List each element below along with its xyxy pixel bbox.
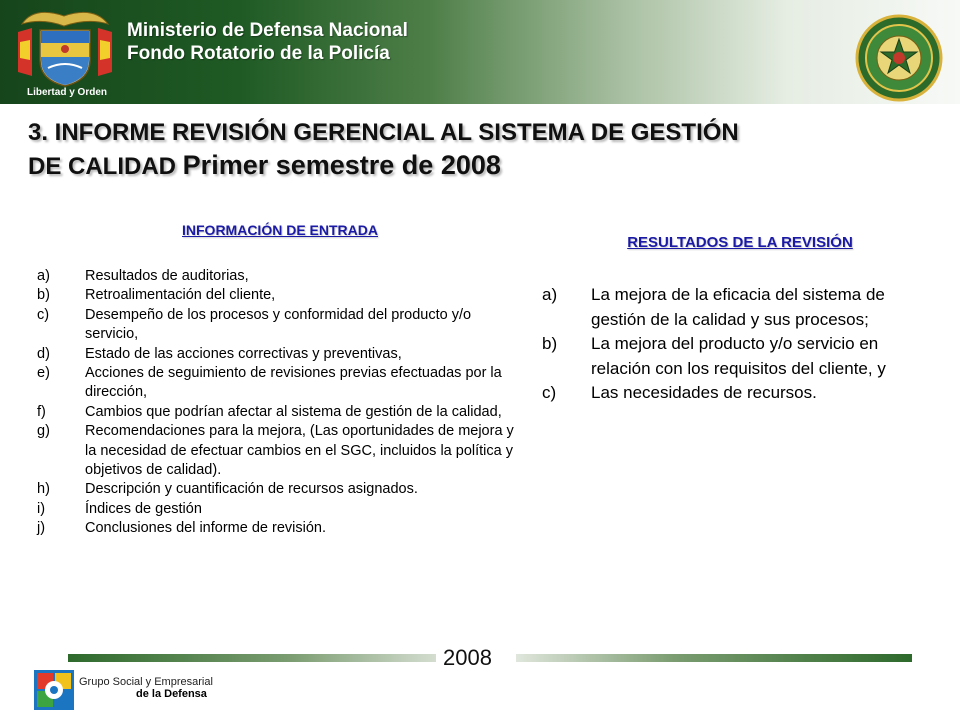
- item-text: Las necesidades de recursos.: [591, 383, 817, 402]
- item-letter: i): [37, 500, 46, 517]
- item-letter: c): [37, 306, 50, 323]
- input-info-list: [37, 267, 527, 539]
- list-item: [542, 283, 922, 332]
- ministry-line2: Fondo Rotatorio de la Policía: [127, 43, 390, 64]
- slide-title: [28, 117, 938, 184]
- item-text: Cambios que podrían afectar al sistema de gestión de la calidad,: [85, 403, 502, 420]
- title-line1: 3. INFORME REVISIÓN GERENCIAL AL SISTEMA DE GESTIÓN: [28, 119, 739, 146]
- item-text: Retroalimentación del cliente,: [85, 287, 276, 304]
- item-letter: d): [37, 345, 50, 362]
- title-line2-period: Primer semestre de 2008: [182, 150, 501, 180]
- item-text: Acciones de seguimiento de revisiones previas efectuadas por la dirección,: [85, 365, 502, 401]
- item-letter: g): [37, 423, 50, 440]
- item-text: Índices de gestión: [85, 500, 202, 517]
- police-seal-icon: [855, 14, 943, 102]
- item-letter: e): [37, 365, 50, 382]
- list-item: [37, 345, 527, 364]
- item-text: Desempeño de los procesos y conformidad del producto y/o servicio,: [85, 306, 472, 343]
- item-text: Conclusiones del informe de revisión.: [85, 520, 326, 537]
- footer-bar-right: [516, 654, 912, 662]
- item-text: Resultados de auditorias,: [85, 268, 249, 284]
- input-info-heading: INFORMACIÓN DE ENTRADA: [182, 222, 378, 238]
- item-letter: h): [37, 481, 50, 498]
- ministry-title: [127, 19, 408, 65]
- item-text: Recomendaciones para la mejora, (Las oportunidades de mejora y la necesidad de efectuar cambios en el SGC, incluidos la política y objetivos de calidad).: [85, 423, 514, 479]
- item-text: Descripción y cuantificación de recursos asignados.: [85, 481, 418, 498]
- item-letter: j): [37, 520, 46, 537]
- motto-text: Libertad y Orden: [26, 87, 107, 98]
- list-item: [37, 422, 527, 480]
- ministry-line1: Ministerio de Defensa Nacional: [127, 20, 408, 41]
- header-band: [0, 0, 960, 104]
- item-letter: a): [542, 285, 558, 304]
- group-name: [79, 676, 213, 700]
- item-text: La mejora de la eficacia del sistema de gestión de la calidad y sus procesos;: [591, 285, 885, 329]
- item-letter: b): [37, 287, 50, 304]
- item-text: Estado de las acciones correctivas y preventivas,: [85, 345, 402, 362]
- list-item: [37, 306, 527, 345]
- footer-year: 2008: [443, 645, 492, 670]
- list-item: [542, 381, 922, 406]
- group-line1: Grupo Social y Empresarial: [79, 676, 213, 688]
- list-item: [37, 500, 527, 519]
- item-letter: b): [542, 334, 558, 353]
- list-item: [37, 286, 527, 305]
- group-logo-icon: [34, 670, 74, 710]
- review-results-list: [542, 283, 922, 406]
- list-item: [542, 332, 922, 381]
- review-results-heading: RESULTADOS DE LA REVISIÓN: [627, 234, 853, 251]
- item-text: La mejora del producto y/o servicio en relación con los requisitos del cliente, y: [591, 334, 886, 378]
- list-item: [37, 403, 527, 422]
- list-item: [37, 480, 527, 499]
- footer-bar-left: [68, 654, 436, 662]
- item-letter: a): [37, 268, 50, 284]
- list-item: [37, 519, 527, 538]
- list-item: [37, 364, 527, 403]
- title-line2-prefix: DE CALIDAD: [28, 153, 183, 180]
- list-item: [37, 267, 527, 286]
- item-letter: c): [542, 383, 557, 402]
- item-letter: f): [37, 403, 46, 420]
- group-line2: de la Defensa: [136, 688, 207, 700]
